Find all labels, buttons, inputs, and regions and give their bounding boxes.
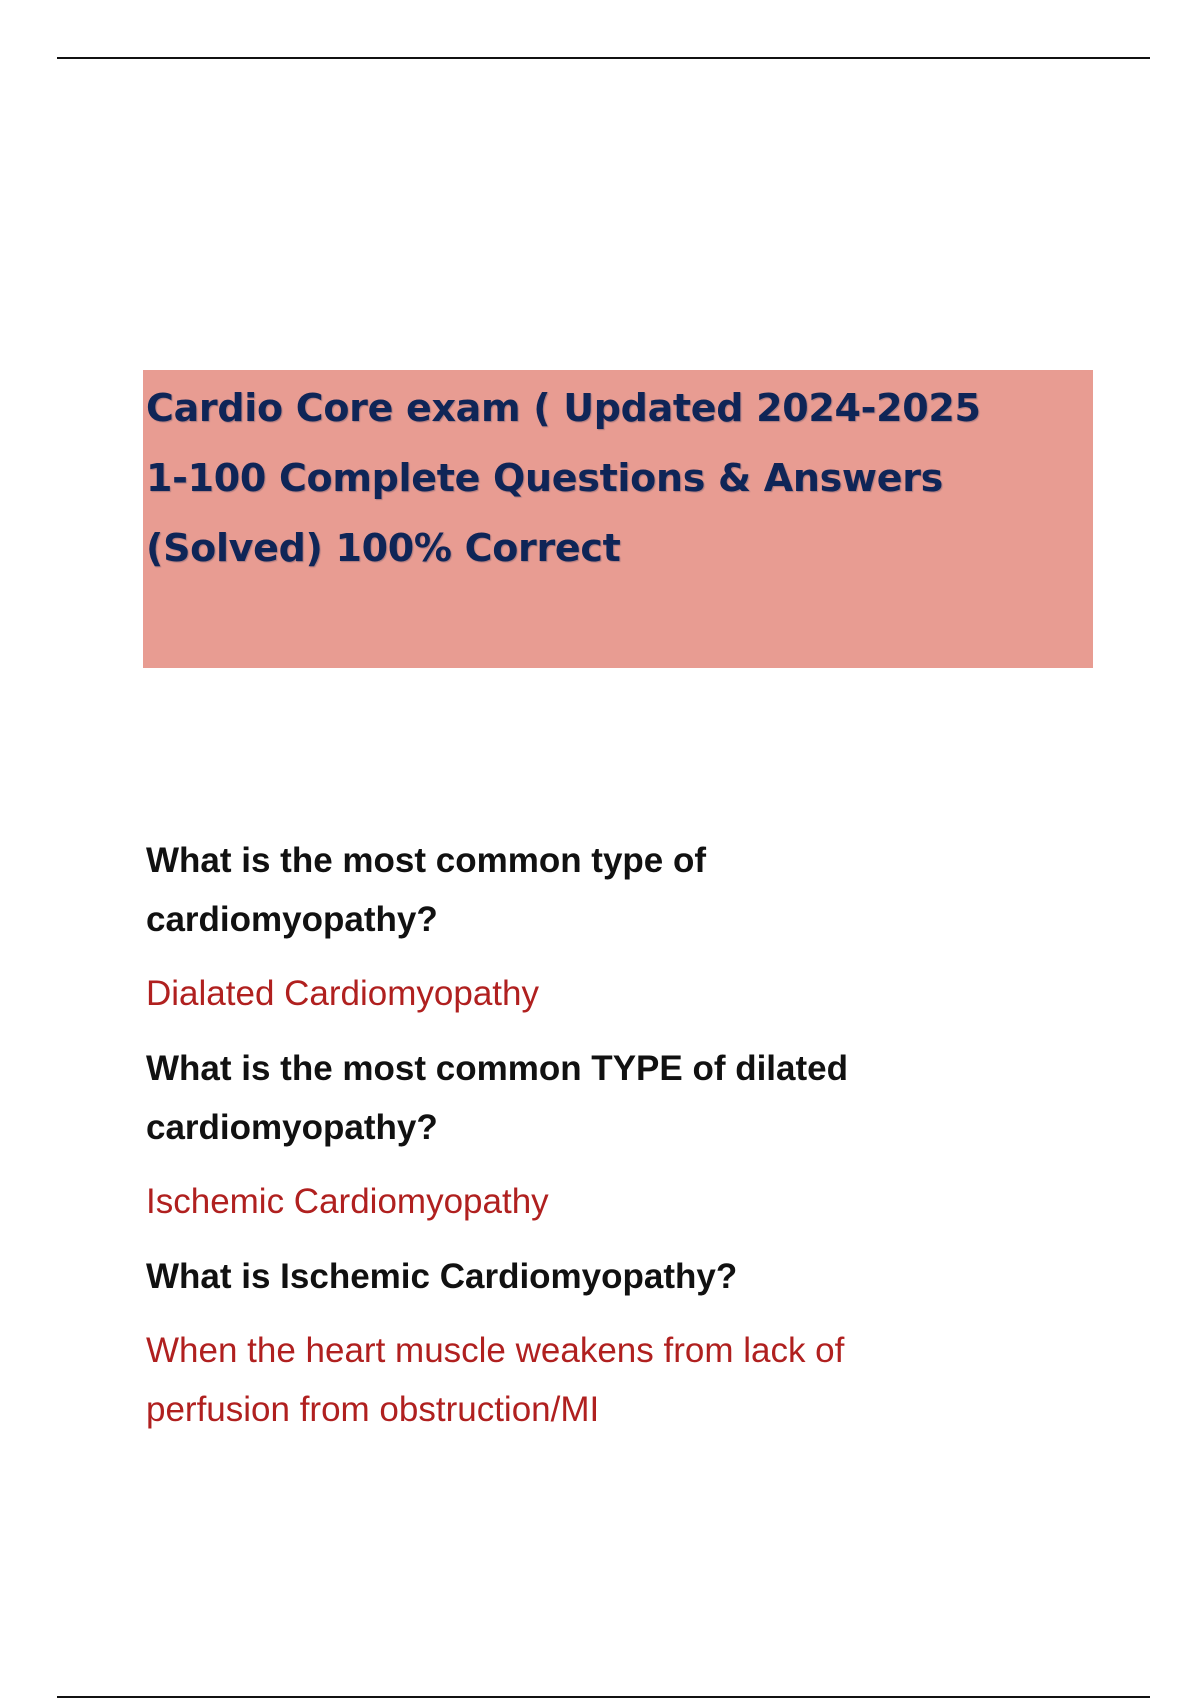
title-line-1: Cardio Core exam ( Updated 2024-2025 (146, 386, 981, 430)
answer-3-line-2: perfusion from obstruction/MI (146, 1390, 600, 1429)
answer-1: Dialated Cardiomyopathy (146, 974, 539, 1013)
footer-rule (57, 1696, 1150, 1698)
question-2-line-2: cardiomyopathy? (146, 1108, 438, 1147)
question-3: What is Ischemic Cardiomyopathy? (146, 1257, 738, 1296)
question-1-line-1: What is the most common type of (146, 841, 707, 880)
title-line-3: (Solved) 100% Correct (146, 526, 621, 570)
header-rule (57, 57, 1150, 59)
question-1-line-2: cardiomyopathy? (146, 900, 438, 939)
question-2-line-1: What is the most common TYPE of dilated (146, 1049, 848, 1088)
title-banner (143, 370, 1093, 668)
title-line-2: 1-100 Complete Questions & Answers (146, 456, 943, 500)
answer-2: Ischemic Cardiomyopathy (146, 1182, 549, 1221)
answer-3-line-1: When the heart muscle weakens from lack of (146, 1331, 845, 1370)
